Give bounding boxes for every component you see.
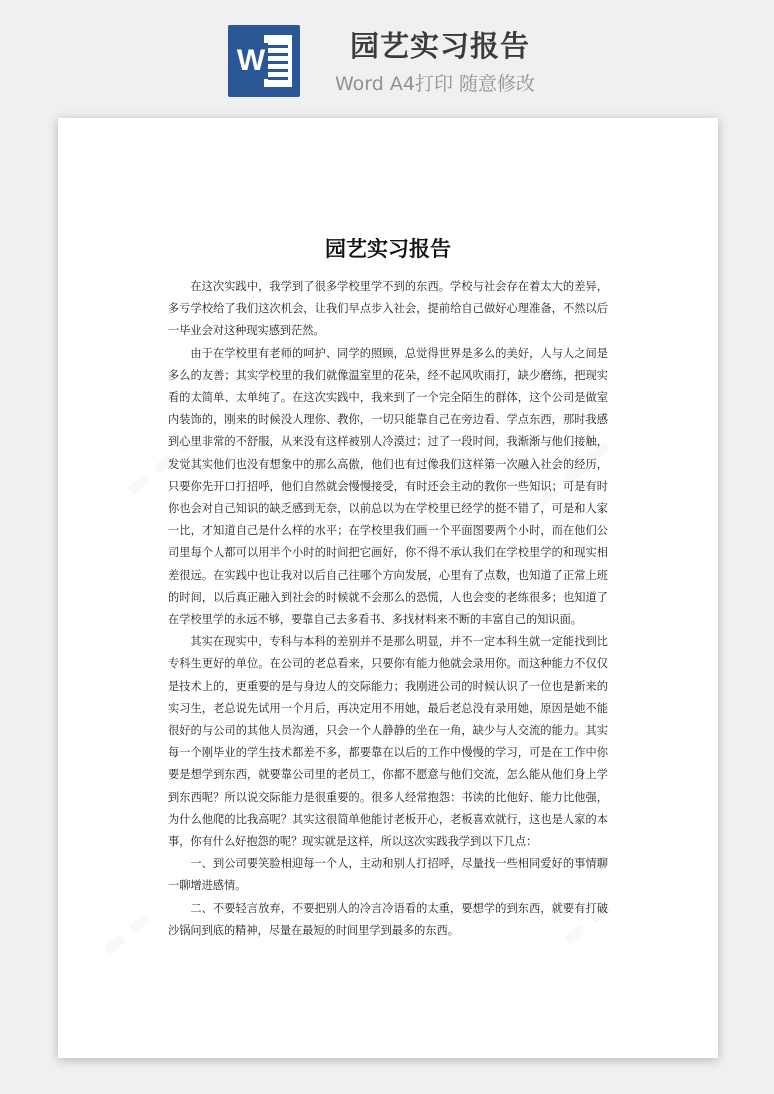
document-sheet-icon — [264, 35, 292, 87]
banner-title: 园艺实习报告 — [349, 29, 530, 63]
watermark-mark: ▬ ▬ — [95, 903, 159, 963]
paragraph: 在这次实践中，我学到了很多学校里学不到的东西。学校与社会存在着太大的差异，多亏学校给了我们这次机会，让我们早点步入社会，提前给自己做好心理准备，不然以后一毕业会对这种现实感到茫然。 — [168, 280, 608, 338]
banner-subtitle: Word A4打印 随意修改 — [334, 73, 535, 95]
document-page — [58, 118, 718, 1058]
word-logo-letter: W — [234, 43, 268, 79]
watermark-mark: ▬ ▬ ▬ — [528, 432, 618, 514]
document-title: 园艺实习报告 — [325, 237, 451, 261]
paragraph: 二、不要轻言放弃，不要把别人的冷言冷语看的太重，要想学的到东西，就要有打破沙锅问到底的精神，尽量在最短的时间里学到最多的东西。 — [168, 901, 608, 937]
watermark-mark: ▬ ▬ — [555, 893, 619, 953]
header-banner — [0, 0, 774, 110]
paragraph: 由于在学校里有老师的呵护、同学的照顾，总觉得世界是多么的美好，人与人之间是多么的友善；其实学校里的我们就像温室里的花朵，经不起风吹雨打，缺少磨练，把现实看的太简单、太单纯了。在这次实践中，我来到了一个完全陌生的群体，这个公司是做室内装饰的，刚来的时候没人理你、教你，一切只能靠自己在旁边看、学点东西，那时我感到心里非常的不舒服，从来没有这样被别人冷漠过；过了一段时间，我渐渐与他们接触，发觉其实他们也没有想象中的那么高傲，他们也有过像我们这样第一次融入社会的经历，只要你先开口打招呼，他们自然就会慢慢接受，有时还会主动的教你一些知识；可是有时你也会对自己知识的缺乏感到无奈，以前总以为在学校里已经学的挺不错了，可是和人家一比，才知道自己是什么样的水平；在学校里我们画一个平面图要两个小时，而在他们公司里每个人都可以用半个小时的时间把它画好，你不得不承认我们在学校里学的和现实相差很远。在实践中也让我对以后自己往哪个方向发展，心里有了点数，也知道了正常上班的时间，以后真正融入到社会的时候就不会那么的恐慌，人也会变的老练很多；也知道了在学校里学的永远不够，要靠自己去多看书、多找材料来不断的丰富自己的知识面。 — [168, 346, 608, 627]
document-body — [168, 276, 608, 942]
word-document-icon — [228, 25, 300, 97]
watermark-mark: ▬ ▬ ▬ — [118, 422, 208, 504]
paragraph: 一、到公司要笑脸相迎每一个人，主动和别人打招呼，尽量找一些相同爱好的事情聊一聊增进感情。 — [168, 857, 608, 893]
paragraph: 其实在现实中，专科与本科的差别并不是那么明显，并不一定本科生就一定能找到比专科生更好的单位。在公司的老总看来，只要你有能力他就会录用你。而这种能力不仅仅是技术上的，更重要的是与身边人的交际能力；我刚进公司的时候认识了一位也是新来的实习生，老总说先试用一个月后，再决定用不用她，最后老总没有录用她，原因是她不能很好的与公司的其他人员沟通，只会一个人静静的坐在一角，缺少与人交流的能力。其实每一个刚毕业的学生技术都差不多，都要靠在以后的工作中慢慢的学习，可是在工作中你要是想学到东西，就要靠公司里的老员工，你都不愿意与他们交流，怎么能从他们身上学到东西呢？所以说交际能力是很重要的。很多人经常抱怨：书读的比他好、能力比他强，为什么他爬的比我高呢？其实这很简单他能讨老板开心，老板喜欢就行，这也是人家的本事，你有什么好抱怨的呢？现实就是这样，所以这次实践我学到以下几点： — [168, 635, 608, 849]
